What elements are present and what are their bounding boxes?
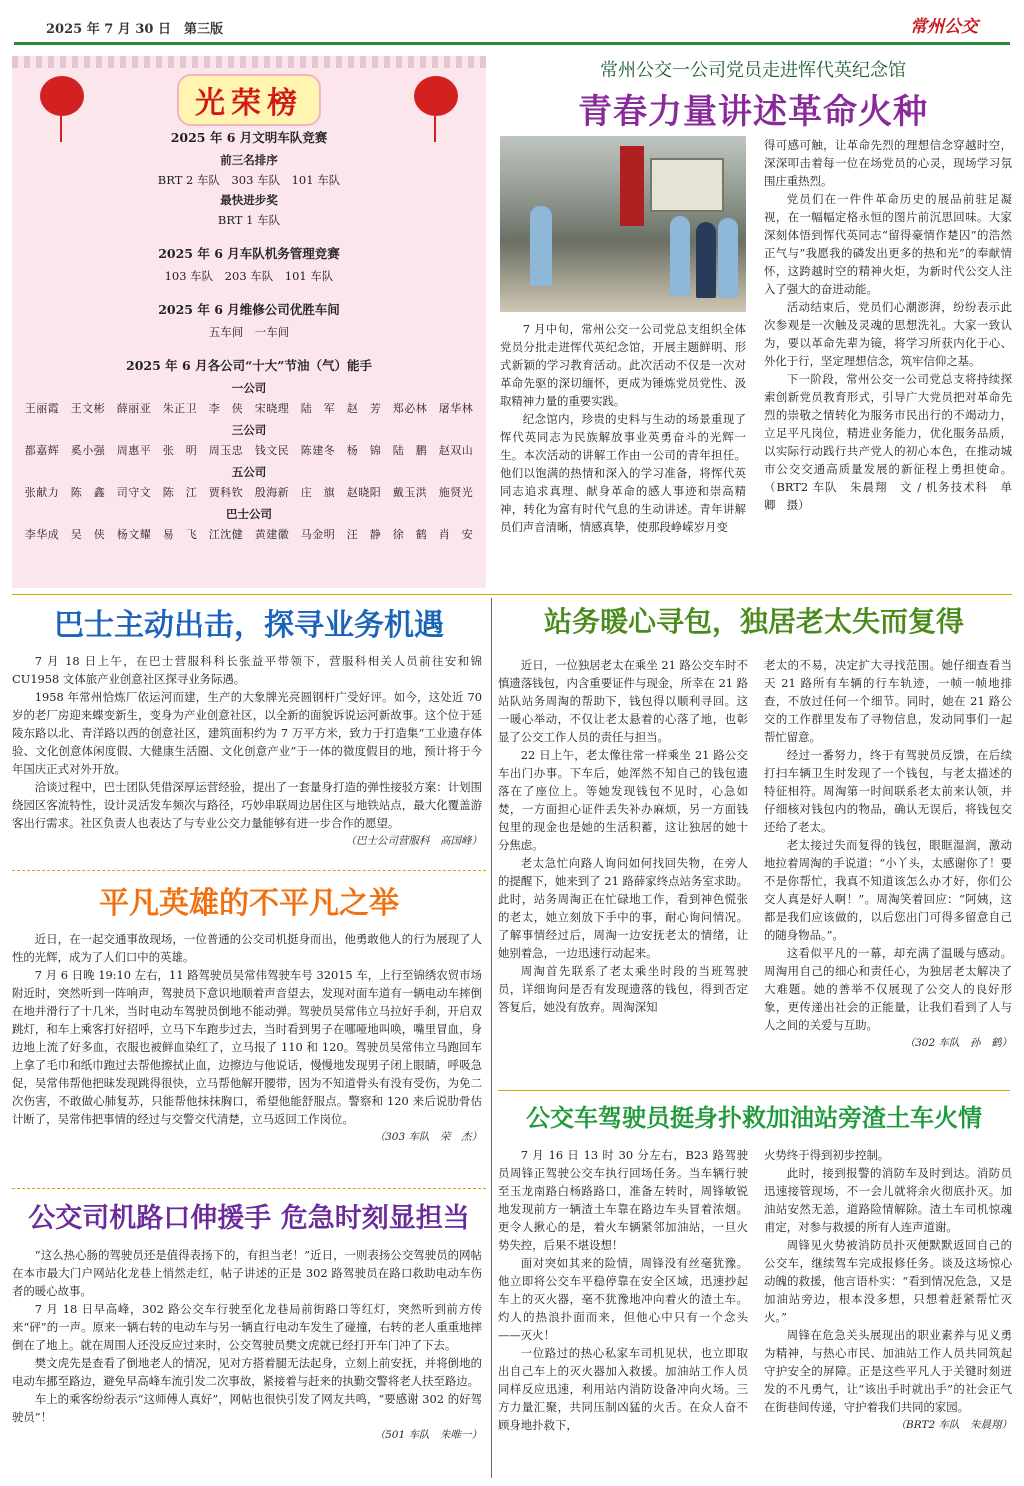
company-name: 一公司 <box>231 381 267 395</box>
name-list: 王丽霞 王文彬 薛丽亚 朱正卫 李 侠 宋晓理 陆 军 赵 芳 郑必林 屠华林 <box>24 402 474 415</box>
article-title: 公交司机路口伸援手 危急时刻显担当 <box>28 1203 470 1234</box>
paragraph: 活动结束后，党员们心潮澎湃，纷纷表示此次参观是一次触及灵魂的思想洗礼。大家一致认为，要以革命先辈为镜，将学习所获内化于心、外化于行，坚定理想信念，筑牢信仰之基。 <box>764 300 1012 368</box>
honor-roll-title: 光荣榜 <box>177 74 321 126</box>
paragraph: 樊文虎先是查看了倒地老人的情况，见对方搭着腿无法起身，立刻上前安抚，并将倒地的电动车挪至路边，避免早高峰车流引发二次事故，紧接着与赶来的执勤交警将老人扶至路边。 <box>12 1356 482 1388</box>
paragraph: 下一阶段，常州公交一公司党总支将持续探索创新党员教育形式，引导广大党员把对革命先烈的崇敬之情转化为服务市民出行的不竭动力，立足平凡岗位，精进业务能力，优化服务品质，以实际行动践行共产党人的初心本色，在推动城市公交交通高质量发展的新征程上勇担使命。（BRT2 车队 朱晨翔 文 / 机务技术科 单 卿 摄） <box>764 372 1024 512</box>
article-column <box>764 136 1024 514</box>
paragraph: 7 月中旬，常州公交一公司党总支组织全体党员分批走进恽代英纪念馆，开展主题鲜明、形式新颖的学习教育活动。此次活动不仅是一次对革命先驱的深切缅怀，更成为锤炼党员党性、汲取精神力量的重要实践。 <box>500 322 746 408</box>
paragraph: 老太急忙向路人询问如何找回失物，在旁人的提醒下，她来到了 21 路薛家终点站务室求助。此时，站务周淘正在忙碌地工作，看到神色慌张的老太，她立刻放下手中的事，耐心询问情况。了解事情经过后，周淘一边安抚老太的情绪，让她别着急，一边迅速行动起来。 <box>498 856 748 960</box>
paragraph: 纪念馆内，珍贵的史料与生动的场景重现了恽代英同志为民族解放事业英勇奋斗的光辉一生。本次活动的讲解工作由一公司的青年担任。他们以饱满的热情和深入的学习准备，将恽代英同志追求真理、献身革命的感人事迹和崇高精神，转化为富有时代气息的生动讲述。青年讲解员们声音清晰，情感真挚，使那段峥嵘岁月变 <box>500 412 746 534</box>
paragraph: 周锋在危急关头展现出的职业素养与见义勇为精神，与热心市民、加油站工作人员共同筑起守护安全的屏障。正是这些平凡人于关键时刻迸发的不凡勇气，让“该出手时就出手”的社会正气在街巷间传递，守护着我们共同的家园。 <box>764 1328 1012 1414</box>
exhibit-panel <box>650 158 724 212</box>
article-title: 站务暖心寻包，独居老太失而复得 <box>543 605 964 638</box>
company-name: 三公司 <box>231 423 267 437</box>
article-column <box>500 320 746 536</box>
name-list: 李华成 吴 侠 杨文耀 易 飞 江沈健 黄建徽 马金明 汪 静 徐 鹤 肖 安 <box>24 528 474 541</box>
paragraph: 老太的不易，决定扩大寻找范围。她仔细查看当天 21 路所有车辆的行车轨迹，一帧一帧地排查，不放过任何一个细节。同时，她在 21 路公交的工作群里发布了寻物信息，发动同事们一起帮忙留意。 <box>764 658 1012 744</box>
byline: （303 车队 荣 杰） <box>374 1131 482 1143</box>
competition-title: 2025 年 6 月文明车队竞赛 <box>170 130 328 145</box>
byline: （BRT2 车队 朱晨翔） <box>895 1419 1012 1431</box>
competition-title: 2025 年 6 月车队机务管理竞赛 <box>158 246 340 261</box>
byline: （501 车队 朱唯一） <box>374 1429 482 1441</box>
paragraph: 近日，一位独居老太在乘坐 21 路公交车时不慎遗落钱包，内含重要证件与现金，所幸在 21 路站队站务周淘的帮助下，钱包得以顺利寻回。这一暖心举动，不仅让老太悬着的心落了地，也彰显了公交工作人员的责任与担当。 <box>498 658 748 744</box>
paragraph: 22 日上午，老太像往常一样乘坐 21 路公交车出门办事。下车后，她浑然不知自己的钱包遗落在了座位上。等她发现钱包不见时，心急如焚，一方面担心证件丢失补办麻烦，另一方面钱包里的现金也是她的生活积蓄，这让独居的她十分焦虑。 <box>498 748 748 852</box>
name-list: 张献力 陈 鑫 司守文 陈 江 贾科钦 殷海新 庄 旗 赵晓阳 戴玉洪 施贤光 <box>24 486 474 499</box>
article-title: 公交车驾驶员挺身扑救加油站旁渣土车火情 <box>526 1103 982 1132</box>
paragraph: 火势终于得到初步控制。 <box>764 1148 890 1162</box>
paragraph: 经过一番努力，终于有驾驶员反馈，在后续打扫车辆卫生时发现了一个钱包，与老太描述的特征相符。周淘第一时间联系老太前来认领，并仔细核对钱包内的物品，确认无误后，将钱包交还给了老太。 <box>764 748 1012 834</box>
column-divider <box>491 598 492 1478</box>
newspaper-logo: 常州公交 <box>910 17 978 37</box>
ranking-line: BRT 2 车队 303 车队 101 车队 <box>157 173 341 187</box>
paragraph: 7 月 16 日 13 时 30 分左右，B23 路驾驶员周锋正驾驶公交车执行回场任务。当车辆行驶至玉龙南路白杨路路口，准备左转时，周锋敏锐地发现前方一辆渣土车靠在路边车头冒着浓烟。更令人揪心的是，着火车辆紧邻加油站，一旦火势失控，后果不堪设想！ <box>498 1148 748 1252</box>
paragraph: 周淘首先联系了老太乘坐时段的当班驾驶员，详细询问是否有发现遗落的钱包，得到否定答复后，她没有放弃。周淘深知 <box>498 964 748 1014</box>
paragraph: 7 月 18 日早高峰，302 路公交车行驶至化龙巷局前街路口等红灯，突然听到前方传来“砰”的一声。原来一辆右转的电动车与另一辆直行电动车发生了碰撞，右转的老人重重地摔倒在了地上。就在周围人还没反应过来时，公交驾驶员樊文虎就已经打开车门冲了下去。 <box>12 1302 482 1352</box>
header-rule <box>14 42 1010 45</box>
paragraph: “这么热心肠的驾驶员还是值得表扬下的，有担当老！”近日，一则表扬公交驾驶员的网帖在本市最大门户网站化龙巷上悄然走红，帖子讲述的正是 302 路驾驶员在路口救助电动车伤者的暖心故事。 <box>12 1248 482 1298</box>
article-kicker: 常州公交一公司党员走进恽代英纪念馆 <box>600 60 906 81</box>
paragraph: 老太接过失而复得的钱包，眼眶湿润，激动地拉着周淘的手说道：“小丫头，太感谢你了！要不是你帮忙，我真不知道该怎么办才好，你们公交人真是好人啊！”。周淘笑着回应：“阿姨，这都是我们应该做的，以后您出门可得多留意自己的随身物品。”。 <box>764 838 1012 942</box>
section-divider <box>12 870 486 871</box>
paragraph: 近日，在一起交通事故现场，一位普通的公交司机挺身而出，他勇敢他人的行为展现了人性的光辉，成为了人们口中的英雄。 <box>12 932 482 964</box>
paragraph: 车上的乘客纷纷表示“这师傅人真好”，网帖也很快引发了网友共鸣，“要感谢 302 的好驾驶员”！ <box>12 1392 482 1424</box>
byline: （302 车队 孙 鹤） <box>904 1037 1012 1049</box>
article-body <box>12 930 482 1146</box>
paragraph: 得可感可触，让革命先烈的理想信念穿越时空，深深叩击着每一位在场党员的心灵，现场学习氛围庄重热烈。 <box>764 138 1012 188</box>
article-column <box>498 1146 748 1434</box>
ranking-line: 五车间 一车间 <box>208 325 290 339</box>
section-divider <box>498 1090 1010 1091</box>
company-name: 五公司 <box>231 465 267 479</box>
paragraph: 洽谈过程中，巴士团队凭借深厚运营经验，提出了一套量身打造的弹性接驳方案：计划围绕园区客流特性，设计灵活发车频次与路径，巧妙串联周边居住区与地铁站点，最大化覆盖游客出行需求。社区负责人也表达了与专业公交力量能够有进一步合作的愿望。 <box>12 780 482 830</box>
byline: （巴士公司营服科 高国峰） <box>345 835 482 847</box>
decorative-border <box>12 56 486 68</box>
person-shape <box>696 222 716 298</box>
ranking-line: BRT 1 车队 <box>217 213 281 227</box>
paragraph: 一位路过的热心私家车司机见状，也立即取出自己车上的灭火器加入救援。加油站工作人员同样反应迅速，利用站内消防设备冲向火场。三方力量汇聚，共同压制凶猛的火舌。在众人奋不顾身地扑救下， <box>498 1346 748 1432</box>
section-divider <box>12 594 1012 595</box>
article-body <box>12 652 482 850</box>
paragraph: 7 月 6 日晚 19:10 左右，11 路驾驶员吴常伟驾驶车号 32015 车，上行至锦绣农贸市场附近时，突然听到一阵响声，驾驶员下意识地顺着声音望去，发现对面车道有一辆电动车摔倒在地并滑行了十几米，当时电动车驾驶员倒地不能动弹。驾驶员吴常伟立马拉好手刹，开启双跳灯，和车上乘客打好招呼，立马下车跑步过去，当时看到男子在哪哑地叫唤，嘴里冒血，身边地上流了好多血，衣服也被鲜血染红了，立马报了 110 和 120。驾驶员吴常伟立马跑回车上拿了毛巾和纸巾跑过去帮他擦拭止血，边擦边与他说话，慢慢地发现男子闭上眼睛，呼吸急促，吴常伟帮他把昧发现跳得很快，立马帮他解开腰带，因为不知道骨头有没有受伤，为免二次伤害，不敢做心肺复苏，只能帮他抹抹胸口，希望他能舒服点。警察和 120 来后说肋骨估计断了，吴常伟把事情的经过与交警交代清楚，立马返回工作岗位。 <box>12 968 482 1126</box>
section-divider <box>12 1188 486 1189</box>
paragraph: 此时，接到报警的消防车及时到达。消防员迅速接管现场，不一会儿就将余火彻底扑灭。加油站安然无恙，道路险情解除。渣土车司机惊魂甫定，对参与救援的所有人连声道谢。 <box>764 1166 1012 1234</box>
paragraph: 党员们在一件件革命历史的展品前驻足凝视，在一幅幅定格永恒的图片前沉思回味。大家深刻体悟到恽代英同志“留得豪情作楚囚”的浩然正气与“我愿我的磷发出更多的热和光”的奉献情怀，这跨越时空的精神火炬，为新时代公交人注入了强大的奋进动能。 <box>764 192 1012 296</box>
subheading: 前三名排序 <box>220 153 278 167</box>
honor-roll-box <box>12 56 486 588</box>
banner-shape <box>620 146 644 226</box>
company-name: 巴士公司 <box>226 507 272 521</box>
person-shape <box>718 218 738 298</box>
name-list: 都嘉辉 奚小强 周惠平 张 明 周玉忠 钱文民 陈建冬 杨 锦 陆 鹏 赵双山 <box>24 444 474 457</box>
article-title: 平凡英雄的不平凡之举 <box>99 886 399 921</box>
article-column <box>498 656 748 1016</box>
paragraph: 1958 年常州恰炼厂依运河而建，生产的大象牌光亮圆钢杆广受好评。如今，这处近 70 岁的老厂房迎来蝶变新生，变身为产业创意社区，以全新的面貌诉说运河新故事。这个位于延陵东路以北、青洋路以西的创意社区，建筑面积约为 7 万平方米，致力于打造集“工业遗存体验、文化创意体闲度假、大健康生活圈、文化创意产业”于一体的微度假目的地，预计将于今年国庆正式对外开放。 <box>12 690 482 776</box>
person-shape <box>530 206 552 286</box>
paragraph: 这看似平凡的一幕，却充满了温暖与感动。周淘用自己的细心和责任心，为独居老太解决了大难题。她的善举不仅展现了公交人的良好形象，更传递出社会的正能量，让我们看到了人与人之间的关爱与互助。 <box>764 946 1012 1032</box>
article-title: 巴士主动出击，探寻业务机遇 <box>54 608 444 643</box>
article-column <box>764 656 1012 1052</box>
person-shape <box>670 216 690 296</box>
competition-title: 2025 年 6 月各公司“十大”节油（气）能手 <box>126 358 372 373</box>
museum-visit-photo <box>500 136 746 312</box>
paragraph: 周锋见火势被消防员扑灭便默默返回自己的公交车，继续驾车完成报修任务。谈及这场惊心动魄的救援，他言语朴实：“看到情况危急，又是加油站旁边，根本没多想，只想着赶紧帮忙灭火。” <box>764 1238 1012 1324</box>
article-column <box>764 1146 1012 1434</box>
competition-title: 2025 年 6 月维修公司优胜车间 <box>158 302 340 317</box>
issue-date: 2025 年 7 月 30 日 第三版 <box>46 22 223 37</box>
article-title: 青春力量讲述革命火种 <box>578 92 928 132</box>
article-body <box>12 1246 482 1444</box>
ranking-line: 103 车队 203 车队 101 车队 <box>164 269 334 283</box>
paragraph: 面对突如其来的险情，周锋没有丝毫犹豫。他立即将公交车平稳停靠在安全区域，迅速抄起车上的灭火器，毫不犹豫地冲向着火的渣土车。灼人的热浪扑面而来，但他心中只有一个念头——灭火！ <box>498 1256 748 1342</box>
subheading: 最快进步奖 <box>220 193 278 207</box>
paragraph: 7 月 18 日上午，在巴士营服科科长张益平带领下，营服科相关人员前往安和锦 CU1958 文体旅产业创意社区探寻业务际遇。 <box>12 654 482 686</box>
